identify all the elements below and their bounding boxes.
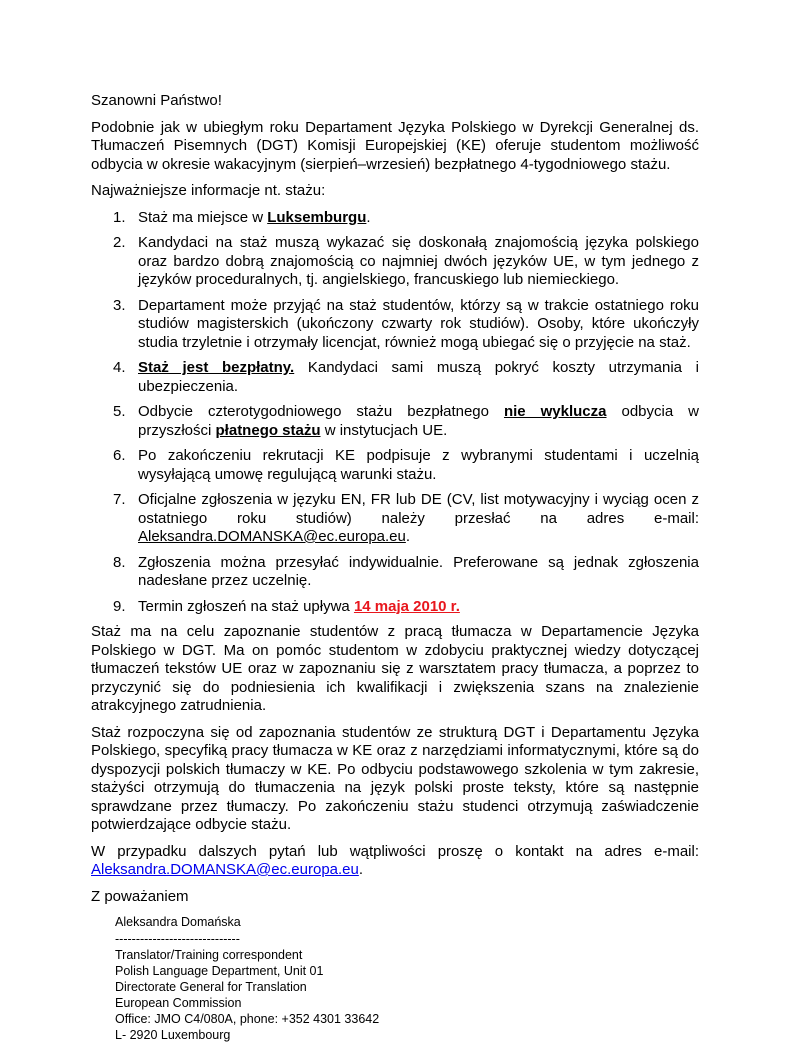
- list-number: 5.: [113, 403, 126, 420]
- list-number: 6.: [113, 447, 126, 464]
- list-number: 9.: [113, 597, 126, 615]
- email-link[interactable]: Aleksandra.DOMANSKA@ec.europa.eu: [138, 528, 406, 545]
- list-number: 4.: [113, 359, 126, 376]
- list-number: 3.: [113, 296, 126, 314]
- deadline-date: 14 maja 2010 r.: [353, 597, 460, 615]
- list-item: 9. Termin zgłoszeń na staż upływa 14 maja 2010 r.: [113, 597, 460, 615]
- list-item: 5. Odbycie czterotygodniowego stażu bezpłatnego nie wyklucza odbycia w przyszłości płatnego stażu w instytucjach UE.: [113, 403, 699, 439]
- list-item: 7. Oficjalne zgłoszenia w języku EN, FR lub DE (CV, list motywacyjny i wyciąg ocen z ostatniego roku studiów) należy przesłać na adres e-mail: Aleksandra.DOMANSKA@ec.europa.eu.: [113, 491, 699, 545]
- list-item: 8. Zgłoszenia można przesyłać indywidualnie. Preferowane są jednak zgłoszenia nadesłane przez uczelnię.: [113, 553, 699, 589]
- signature-line: Polish Language Department, Unit 01: [115, 964, 324, 978]
- signature-separator: ------------------------------: [115, 932, 240, 946]
- info-list: [91, 209, 699, 617]
- closing: Z poważaniem: [91, 887, 189, 905]
- signature-line: Office: JMO C4/080A, phone: +352 4301 33642: [115, 1012, 380, 1026]
- signature-line: L- 2920 Luxembourg: [115, 1028, 231, 1042]
- program-paragraph: Staż rozpoczyna się od zapoznania studentów ze strukturą DGT i Departamentu Języka Polskiego, specyfiką pracy tłumacza w KE oraz z narzędziami informatycznymi, które są do dyspozycji polskich tłumaczy w KE. Po odbyciu podstawowego szkolenia w tym zakresie, stażyści otrzymują do tłumaczenia na język polski proste teksty, które są następnie sprawdzane przez tłumaczy. Po zakończeniu stażu studenci otrzymują zaświadczenie potwierdzające odbycie stażu.: [91, 723, 699, 833]
- greeting: Szanowni Państwo!: [91, 92, 222, 109]
- intro-paragraph: Podobnie jak w ubiegłym roku Departament Języka Polskiego w Dyrekcji Generalnej ds. Tłumaczeń Pisemnych (DGT) Komisji Europejskiej (KE) oferuje studentom możliwość odbycia w okresie wakacyjnym (sierpień–wrzesień) bezpłatnego 4-tygodniowego stażu.: [91, 118, 699, 173]
- list-item: 6. Po zakończeniu rekrutacji KE podpisuje z wybranymi studentami i uczelnią wysyłającą umowę regulującą warunki stażu.: [113, 447, 699, 483]
- signature-line: Translator/Training correspondent: [115, 948, 303, 962]
- location-highlight: Luksemburgu: [267, 208, 367, 226]
- list-item: 2. Kandydaci na staż muszą wykazać się doskonałą znajomością języka polskiego oraz bardzo dobrą znajomością co najmniej dwóch języków UE, w tym jednego z języków proceduralnych, tj. angielskiego, francuskiego lub niemieckiego.: [113, 234, 699, 288]
- list-number: 1.: [113, 208, 126, 226]
- paid-internship-highlight: płatnego stażu: [215, 421, 321, 439]
- signature-name: Aleksandra Domańska: [115, 915, 241, 929]
- list-number: 7.: [113, 491, 126, 508]
- info-heading: Najważniejsze informacje nt. stażu:: [91, 182, 326, 199]
- list-item: 1. Staż ma miejsce w Luksemburgu.: [113, 208, 371, 226]
- signature-line: European Commission: [115, 996, 242, 1010]
- letter-page: [91, 92, 699, 1043]
- list-item: 4. Staż jest bezpłatny. Kandydaci sami muszą pokryć koszty utrzymania i ubezpieczenia.: [113, 359, 700, 395]
- contact-paragraph: W przypadku dalszych pytań lub wątpliwości proszę o kontakt na adres e-mail: Aleksandra.DOMANSKA@ec.europa.eu.: [91, 842, 699, 878]
- unpaid-highlight: Staż jest bezpłatny.: [138, 359, 295, 376]
- list-item: 3. Departament może przyjąć na staż studentów, którzy są w trakcie ostatniego roku studiów magisterskich (ukończony czwarty rok studiów). Osoby, które ukończyły studia trzyletnie i otrzymały licencjat, również mogą ubiegać się o przyjęcie na staż.: [113, 296, 699, 351]
- purpose-paragraph: Staż ma na celu zapoznanie studentów z pracą tłumacza w Departamencie Języka Polskiego w DGT. Ma on pomóc studentom w zdobyciu praktycznej wiedzy dotyczącej tłumaczeń tekstów UE oraz w zapoznaniu się z warsztatem pracy tłumacza, a poprzez to przyczynić się do podniesienia ich kwalifikacji i zwiększenia szans na znalezienie atrakcyjnego zatrudnienia.: [91, 623, 699, 714]
- contact-email-link[interactable]: Aleksandra.DOMANSKA@ec.europa.eu: [91, 861, 359, 878]
- not-exclude-highlight: nie wyklucza: [503, 403, 607, 420]
- list-number: 2.: [113, 234, 126, 251]
- list-number: 8.: [113, 553, 126, 571]
- signature-line: Directorate General for Translation: [115, 980, 307, 994]
